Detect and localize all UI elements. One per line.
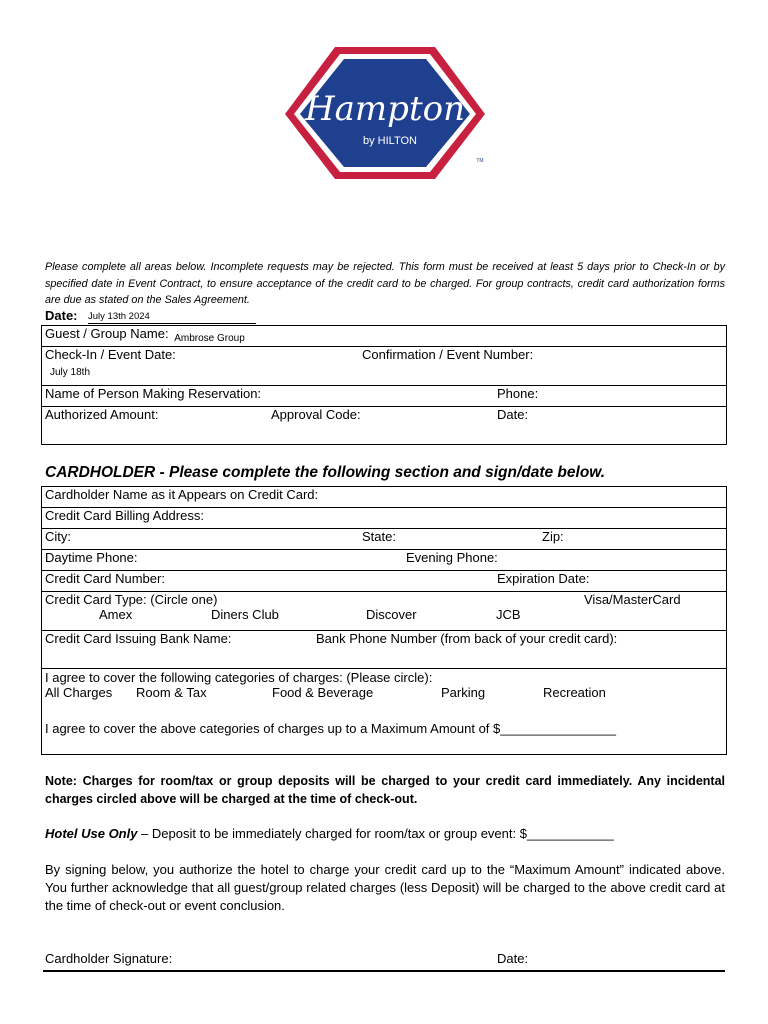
signature-line[interactable] — [43, 970, 725, 972]
city-row[interactable] — [42, 529, 727, 550]
state-label: State: — [362, 529, 396, 544]
approval-label: Approval Code: — [271, 407, 361, 422]
number-row[interactable] — [42, 571, 727, 592]
signature-date-label: Date: — [497, 951, 529, 966]
hotel-use-line — [45, 826, 614, 841]
type-diners[interactable]: Diners Club — [211, 607, 279, 622]
res-date-label: Date: — [497, 407, 529, 422]
reservation-table — [41, 325, 727, 445]
confirmation-label: Confirmation / Event Number: — [362, 347, 534, 362]
zip-label: Zip: — [542, 529, 564, 544]
eve-phone-label: Evening Phone: — [406, 550, 498, 565]
hotel-use-label: Hotel Use Only — [45, 826, 138, 841]
hotel-use-text: – Deposit to be immediately charged for room/tax or group event: $____________ — [137, 826, 614, 841]
logo-sub: by HILTON — [363, 135, 417, 147]
amount-row[interactable] — [42, 407, 727, 445]
day-phone-label: Daytime Phone: — [45, 550, 138, 565]
guest-label: Guest / Group Name: — [45, 326, 169, 341]
type-jcb[interactable]: JCB — [496, 607, 521, 622]
billing-label: Credit Card Billing Address: — [45, 508, 204, 523]
cat-parking[interactable]: Parking — [441, 685, 486, 700]
note-text: Note: Charges for room/tax or group deposits will be charged to your credit card immediately. Any incidental charges circled above will be charged at the time of check-out. — [45, 774, 725, 806]
billing-row[interactable] — [42, 508, 727, 529]
cardholder-table — [41, 486, 727, 755]
card-name-label: Cardholder Name as it Appears on Credit Card: — [45, 487, 319, 502]
type-discover[interactable]: Discover — [366, 607, 417, 622]
cardholder-header: CARDHOLDER - Please complete the following section and sign/date below. — [45, 464, 606, 481]
max-amount-label[interactable]: I agree to cover the above categories of charges up to a Maximum Amount of $________________ — [45, 721, 616, 736]
person-row[interactable] — [42, 386, 727, 407]
checkin-row[interactable] — [42, 347, 727, 386]
person-label: Name of Person Making Reservation: — [45, 386, 262, 401]
date-value[interactable]: July 13th 2024 — [88, 311, 256, 324]
checkin-label: Check-In / Event Date: — [45, 347, 176, 362]
type-label: Credit Card Type: (Circle one) — [45, 592, 218, 607]
date-label: Date: — [45, 308, 78, 323]
amount-label: Authorized Amount: — [45, 407, 159, 422]
guest-value: Ambrose Group — [174, 333, 245, 344]
signature-label: Cardholder Signature: — [45, 951, 173, 966]
type-visa[interactable]: Visa/MasterCard — [584, 592, 681, 607]
charges-row — [42, 669, 727, 755]
cat-recreation[interactable]: Recreation — [543, 685, 606, 700]
type-row — [42, 592, 727, 631]
guest-row[interactable] — [42, 326, 727, 347]
exp-label: Expiration Date: — [497, 571, 590, 586]
card-name-row[interactable] — [42, 487, 727, 508]
checkin-value: July 18th — [50, 367, 91, 378]
city-label: City: — [45, 529, 71, 544]
bank-phone-label: Bank Phone Number (from back of your credit card): — [316, 631, 618, 646]
intro-text: Please complete all areas below. Incomplete requests may be rejected. This form must be received at least 5 days prior to Check-In or by specified date in Event Contract, to ensure acceptance of the credit card to be charged. For group contracts, credit card authorization forms are due as stated on the Sales Agreement. — [45, 261, 725, 306]
logo-tm: TM — [476, 158, 484, 164]
cat-food[interactable]: Food & Beverage — [272, 685, 374, 700]
phone-row[interactable] — [42, 550, 727, 571]
hampton-logo — [280, 44, 490, 184]
type-amex[interactable]: Amex — [99, 607, 133, 622]
agree-label: I agree to cover the following categories of charges: (Please circle): — [45, 670, 433, 685]
authorization-text: By signing below, you authorize the hotel to charge your credit card up to the “Maximum Amount” indicated above. You further acknowledge that all guest/group related charges (less Deposit) will be charged to the above credit card at the time of check-out or event conclusion. — [45, 862, 725, 913]
number-label: Credit Card Number: — [45, 571, 165, 586]
cat-room[interactable]: Room & Tax — [136, 685, 207, 700]
logo-brand: Hampton — [305, 89, 465, 129]
cat-all[interactable]: All Charges — [45, 685, 113, 700]
phone-label: Phone: — [497, 386, 539, 401]
bank-label: Credit Card Issuing Bank Name: — [45, 631, 232, 646]
bank-row[interactable] — [42, 631, 727, 669]
